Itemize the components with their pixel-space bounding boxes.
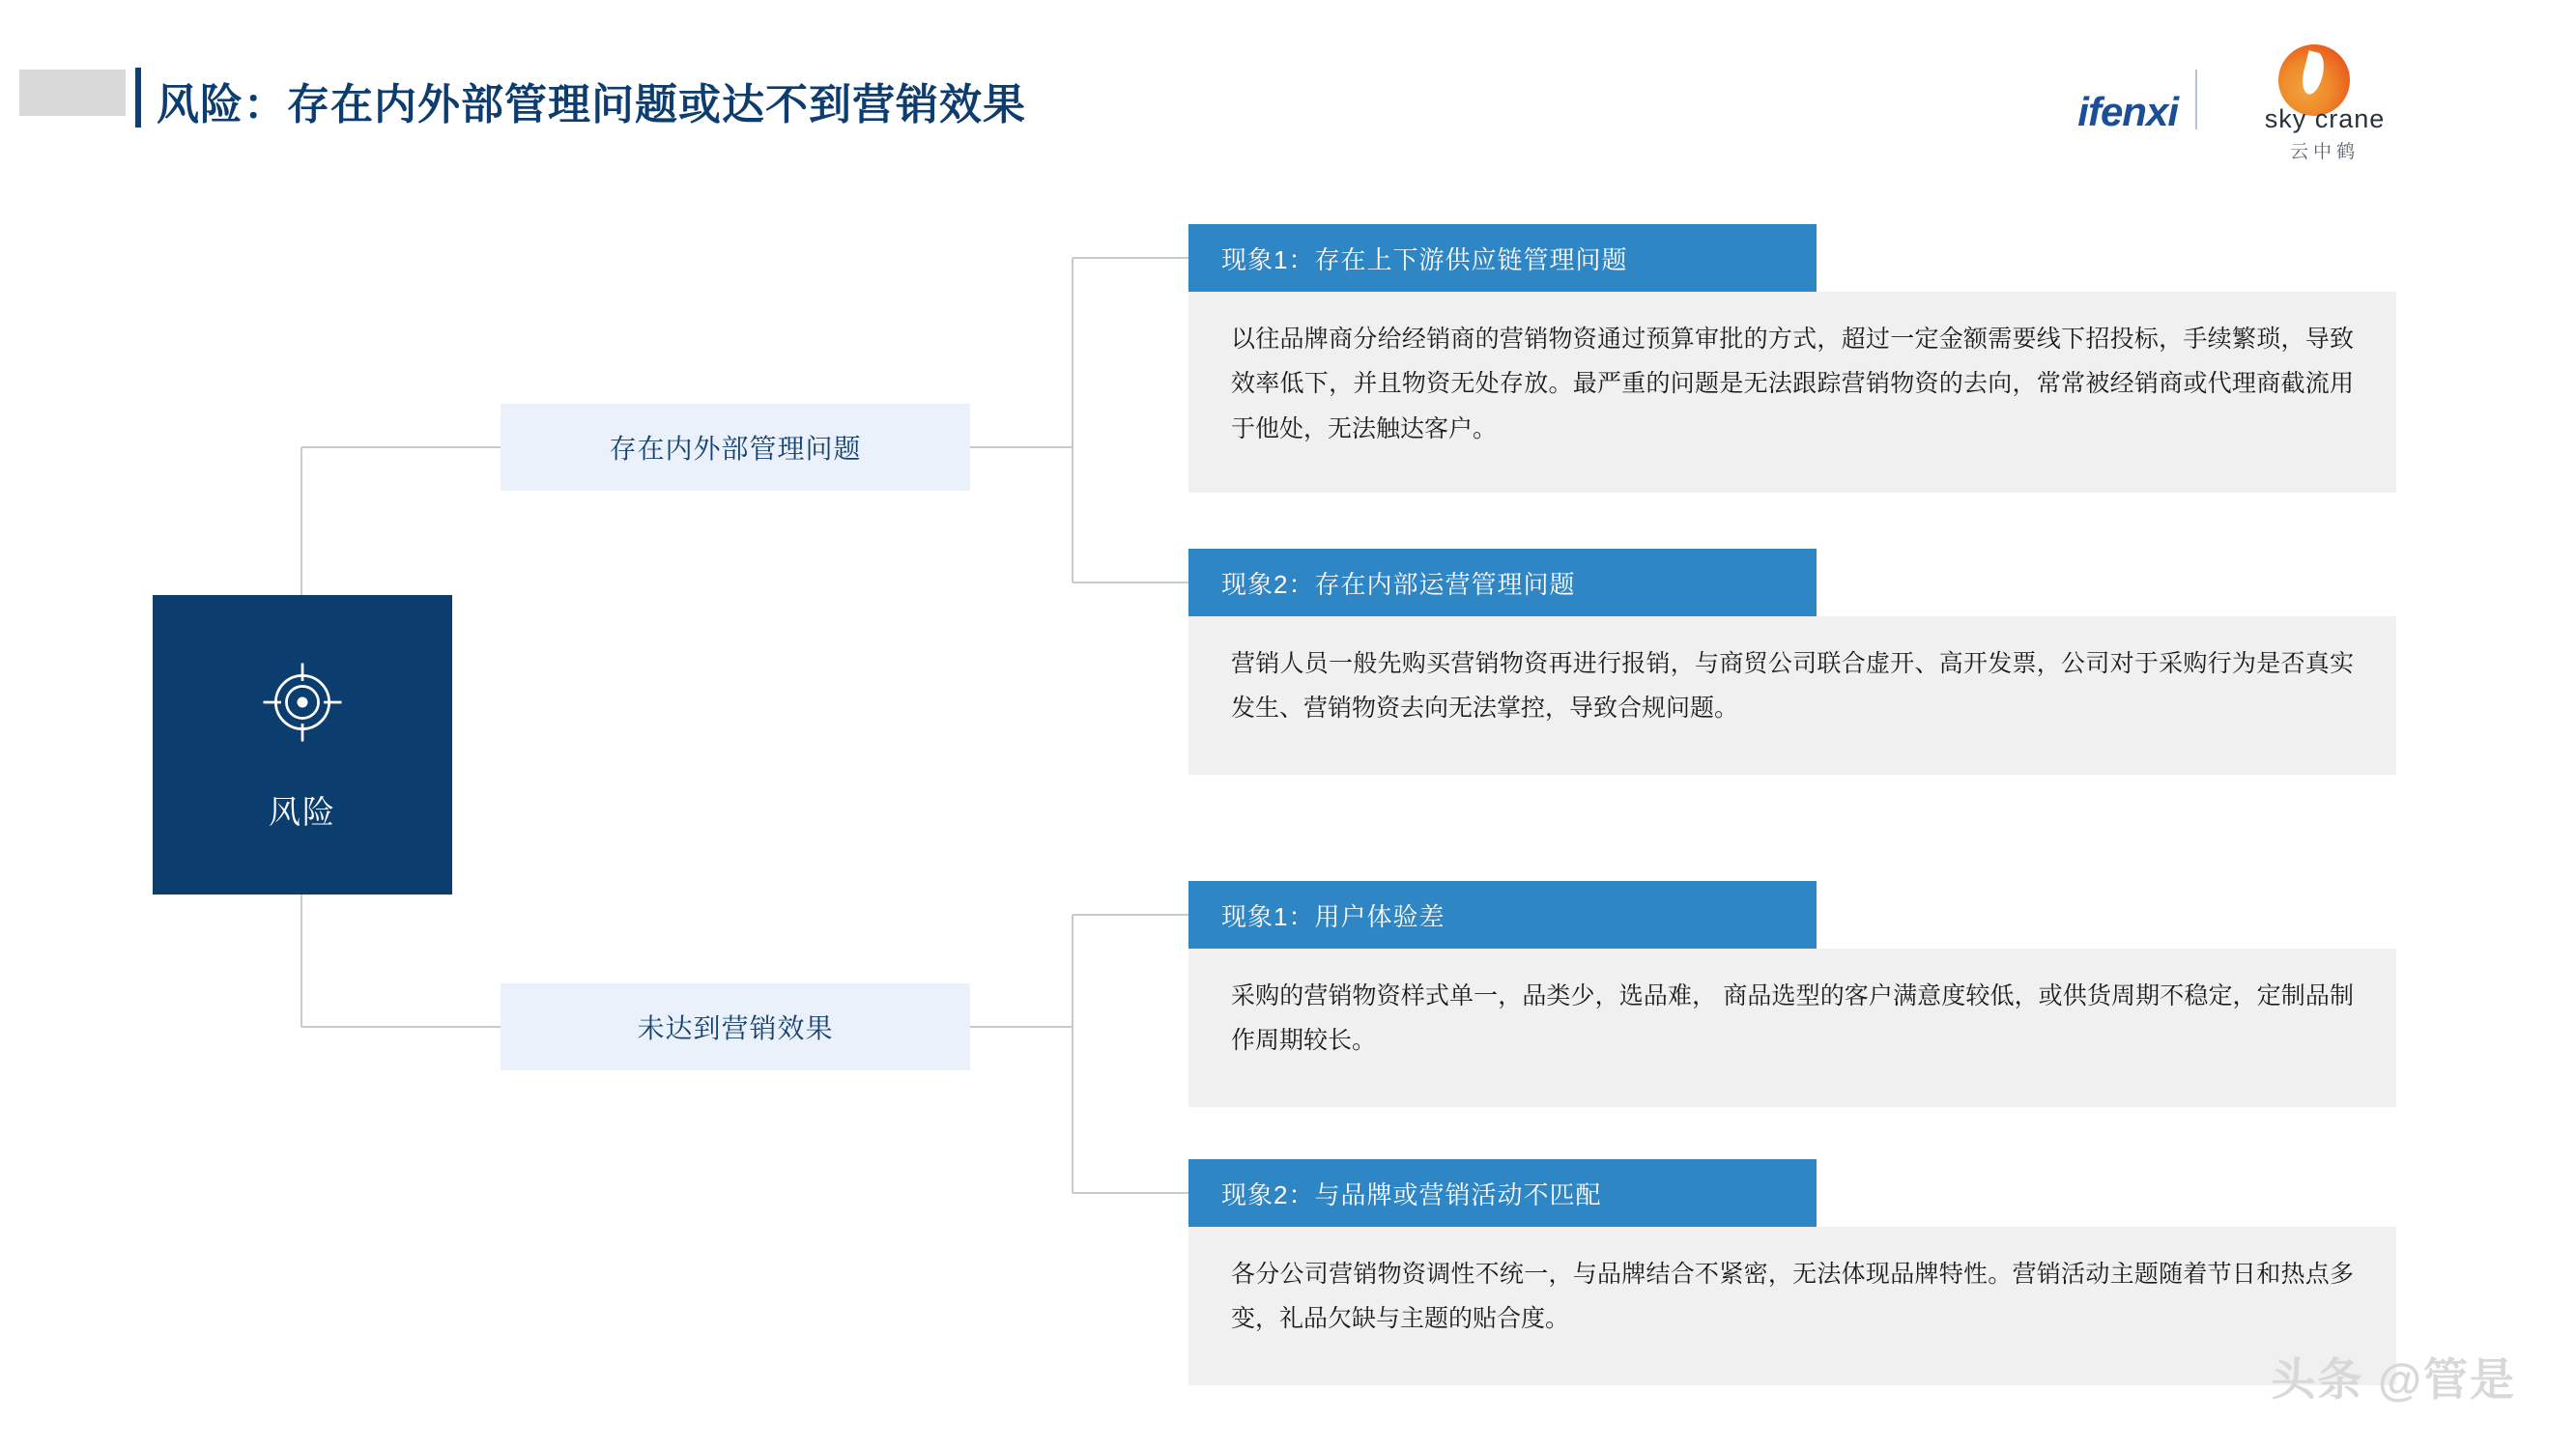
target-icon xyxy=(258,658,347,747)
page-title: 风险：存在内外部管理问题或达不到营销效果 xyxy=(157,81,1026,128)
ifenxi-logo: ifenxi xyxy=(2077,89,2178,134)
card-body-2: 营销人员一般先购买营销物资再进行报销，与商贸公司联合虚开、高开发票，公司对于采购行为是否真实发生、营销物资去向无法掌控，导致合规问题。 xyxy=(1188,616,2396,775)
sky-crane-logo xyxy=(2209,44,2441,162)
branch-node-management[interactable] xyxy=(501,404,970,491)
card-heading-1[interactable]: 现象1：存在上下游供应链管理问题 xyxy=(1188,224,1817,292)
branch-node-label: 存在内外部管理问题 xyxy=(609,434,862,464)
card-body-4: 各分公司营销物资调性不统一，与品牌结合不紧密，无法体现品牌特性。营销活动主题随着节日和热点多变，礼品欠缺与主题的贴合度。 xyxy=(1188,1227,2396,1385)
card-heading-2[interactable]: 现象2：存在内部运营管理问题 xyxy=(1188,549,1817,616)
card-body-1: 以往品牌商分给经销商的营销物资通过预算审批的方式，超过一定金额需要线下招投标，手续繁琐，导致效率低下，并且物资无处存放。最严重的问题是无法跟踪营销物资的去向，常常被经销商或代理商截流用于他处，无法触达客户。 xyxy=(1188,292,2396,493)
card-heading-4[interactable]: 现象2：与品牌或营销活动不匹配 xyxy=(1188,1159,1817,1227)
root-node-label: 风险 xyxy=(269,793,336,830)
card-body-3: 采购的营销物资样式单一，品类少，选品难， 商品选型的客户满意度较低，或供货周期不稳定，定制品制作周期较长。 xyxy=(1188,949,2396,1107)
sky-crane-logo-text: sky crane xyxy=(2264,104,2386,133)
sky-crane-logo-subtext: 云中鹤 xyxy=(2289,142,2360,162)
title-rule xyxy=(135,68,141,128)
card-heading-3[interactable]: 现象1：用户体验差 xyxy=(1188,881,1817,949)
branch-node-label: 未达到营销效果 xyxy=(637,1013,834,1043)
header-accent-block xyxy=(19,70,126,116)
root-node-risk[interactable] xyxy=(153,595,452,895)
branch-node-marketing[interactable] xyxy=(501,983,970,1070)
watermark: 头条 @管是 xyxy=(2271,1354,2516,1405)
logo-divider xyxy=(2195,70,2197,129)
